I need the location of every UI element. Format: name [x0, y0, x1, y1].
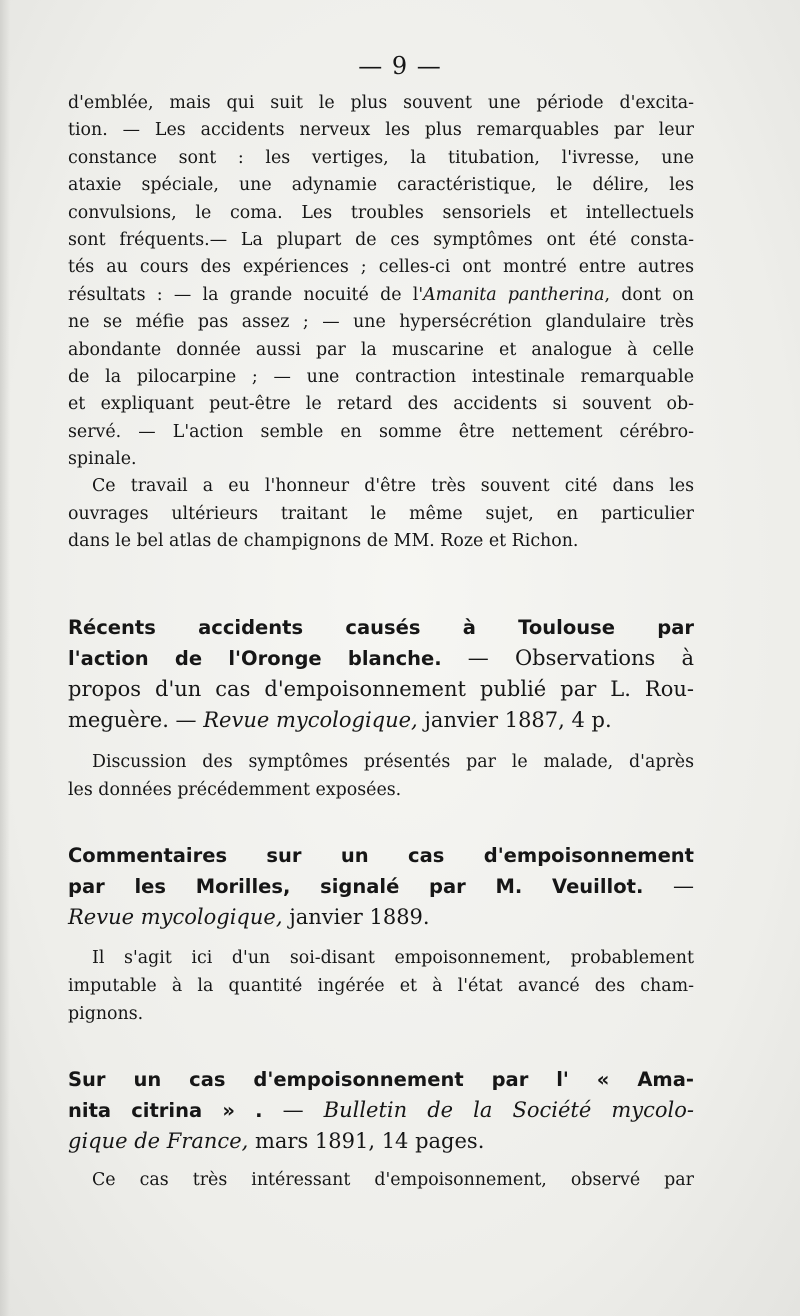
entry-1-summary: [68, 748, 694, 804]
entry-title-text: Commentaires sur un cas d'empoisonnement: [68, 844, 694, 867]
text-fragment: — Observations à: [441, 646, 694, 670]
entry-line: [68, 1095, 694, 1126]
entry-title: [68, 840, 694, 871]
entry-2-summary: [68, 944, 694, 1028]
bibliography-entry-3: [68, 1064, 694, 1157]
entry-line: [68, 643, 694, 674]
summary-line: pignons.: [68, 1004, 144, 1024]
entry-line: propos d'un cas d'empoisonnement publié par L. Rou-: [68, 677, 694, 701]
text-line: et expliquant peut-être le retard des accidents si souvent ob-: [68, 394, 694, 415]
text-line: abondante donnée aussi par la muscarine et analogue à celle: [68, 339, 694, 360]
journal-name: Bulletin de la Société mycolo-: [323, 1098, 694, 1122]
summary-line: imputable à la quantité ingérée et à l'état avancé des cham-: [68, 976, 694, 996]
text-fragment: —: [262, 1098, 324, 1122]
journal-name: Revue mycologique,: [203, 708, 418, 732]
entry-title-text: nita citrina » .: [68, 1099, 263, 1122]
summary-line: Ce cas très intéressant d'empoisonnement, observé par: [92, 1170, 694, 1190]
bibliography-entry-2: [68, 840, 694, 933]
text-fragment: meguère. —: [68, 708, 204, 732]
journal-name: gique de France,: [68, 1129, 249, 1153]
text-line: tés au cours des expériences ; celles-ci ont montré entre autres: [68, 257, 694, 278]
entry-title: [68, 1064, 694, 1095]
text-fragment: janvier 1887, 4 p.: [417, 708, 612, 732]
entry-line: [68, 871, 694, 902]
text-line: ne se méfie pas assez ; — une hypersécrétion glandulaire très: [68, 312, 694, 333]
text-fragment: , dont on: [604, 284, 694, 305]
entry-title-text: Sur un cas d'empoisonnement par l' « Ama-: [68, 1068, 694, 1091]
entry-title: [68, 612, 694, 643]
entry-3-summary: [68, 1166, 694, 1194]
page-number: — 9 —: [358, 52, 442, 80]
entry-line: [68, 902, 694, 933]
entry-line: [68, 705, 694, 736]
text-fragment: résultats : — la grande nocuité de l': [68, 284, 424, 305]
text-line: constance sont : les vertiges, la titubation, l'ivresse, une: [68, 147, 694, 168]
text-line: dans le bel atlas de champignons de MM. Roze et Richon.: [68, 531, 579, 552]
text-fragment: —: [643, 874, 694, 898]
text-line: Ce travail a eu l'honneur d'être très souvent cité dans les: [92, 476, 694, 497]
text-fragment: janvier 1889.: [282, 905, 430, 929]
text-line: ataxie spéciale, une adynamie caractéristique, le délire, les: [68, 175, 694, 196]
summary-line: Discussion des symptômes présentés par le malade, d'après: [92, 752, 694, 772]
text-fragment: mars 1891, 14 pages.: [248, 1129, 485, 1153]
entry-line: [68, 1126, 694, 1157]
page-edge-shadow: [0, 0, 10, 1316]
entry-title-text: par les Morilles, signalé par M. Veuillot.: [68, 875, 644, 898]
text-line: tion. — Les accidents nerveux les plus remarquables par leur: [68, 120, 694, 141]
text-line: d'emblée, mais qui suit le plus souvent une période d'excita-: [68, 93, 694, 113]
text-line: sont fréquents.— La plupart de ces symptômes ont été consta-: [68, 229, 694, 250]
entry-title-text: Récents accidents causés à Toulouse par: [68, 616, 694, 639]
summary-line: les données précédemment exposées.: [68, 780, 402, 800]
text-line: convulsions, le coma. Les troubles sensoriels et intellectuels: [68, 202, 694, 223]
text-line: servé. — L'action semble en somme être nettement cérébro-: [68, 421, 694, 442]
text-line: de la pilocarpine ; — une contraction intestinale remarquable: [68, 366, 694, 387]
bibliography-entry-1: [68, 612, 694, 736]
summary-line: Il s'agit ici d'un soi-disant empoisonnement, probablement: [92, 948, 694, 968]
text-line-species: [68, 282, 694, 309]
journal-name: Revue mycologique,: [68, 905, 283, 929]
species-name: Amanita pantherina: [423, 284, 605, 305]
text-line: spinale.: [68, 449, 137, 470]
entry-title-text: l'action de l'Oronge blanche.: [68, 647, 442, 670]
text-line: ouvrages ultérieurs traitant le même sujet, en particulier: [68, 503, 694, 524]
intro-text: [68, 90, 694, 556]
